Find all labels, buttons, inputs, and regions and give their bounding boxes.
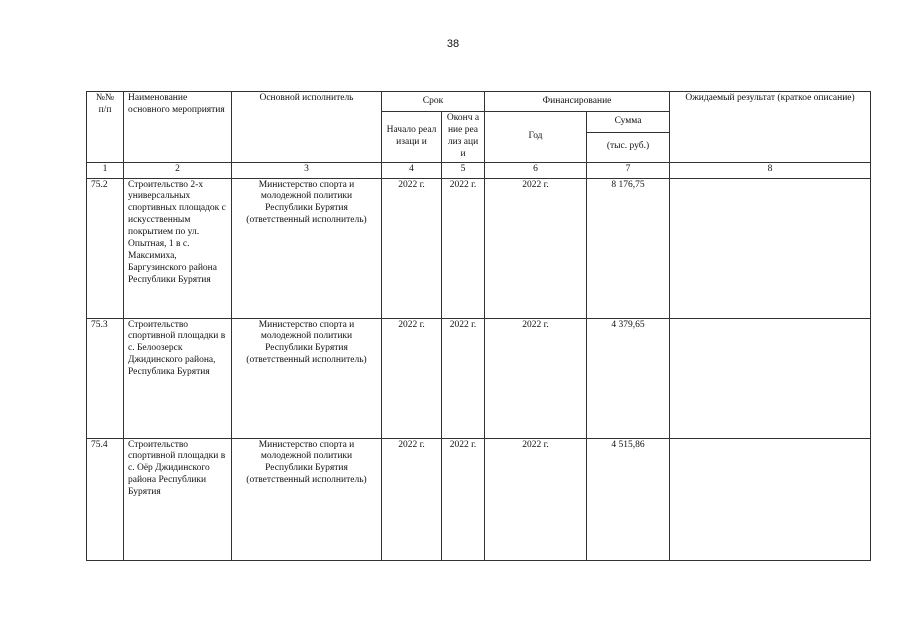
row-start: 2022 г.	[382, 178, 442, 318]
header-executor: Основной исполнитель	[232, 92, 382, 163]
row-year: 2022 г.	[485, 318, 587, 438]
column-number: 1	[87, 162, 124, 178]
row-executor: Министерство спорта и молодежной политики Республики Бурятия (ответственный исполнитель)	[232, 438, 382, 560]
row-name: Строительство спортивной площадки в с. Оёр Джидинского района Республики Бурятия	[124, 438, 232, 560]
row-year: 2022 г.	[485, 438, 587, 560]
row-start: 2022 г.	[382, 438, 442, 560]
row-start: 2022 г.	[382, 318, 442, 438]
row-end: 2022 г.	[442, 438, 485, 560]
row-num: 75.2	[87, 178, 124, 318]
row-year: 2022 г.	[485, 178, 587, 318]
header-name: Наименование основного мероприятия	[124, 92, 232, 163]
row-num: 75.3	[87, 318, 124, 438]
page-number: 38	[446, 38, 460, 50]
row-end: 2022 г.	[442, 318, 485, 438]
column-number: 8	[670, 162, 871, 178]
row-name: Строительство 2-х универсальных спортивных площадок с искусственным покрытием по ул. Опытная, 1 в с. Максимиха, Баргузинского района Республики Бурятия	[124, 178, 232, 318]
header-end: Оконч ание реализ ации	[442, 112, 485, 163]
column-numbers-row	[87, 162, 871, 178]
header-result: Ожидаемый результат (краткое описание)	[670, 92, 871, 163]
row-result	[670, 178, 871, 318]
row-sum: 4 379,65	[587, 318, 670, 438]
row-num: 75.4	[87, 438, 124, 560]
header-term: Срок	[382, 92, 485, 112]
row-result	[670, 438, 871, 560]
header-start: Начало реализаци и	[382, 112, 442, 163]
row-sum: 8 176,75	[587, 178, 670, 318]
header-sum-unit: (тыс. руб.)	[587, 133, 670, 162]
column-number: 2	[124, 162, 232, 178]
column-number: 6	[485, 162, 587, 178]
row-end: 2022 г.	[442, 178, 485, 318]
row-executor: Министерство спорта и молодежной политики Республики Бурятия (ответственный исполнитель)	[232, 318, 382, 438]
table-row	[87, 318, 871, 438]
column-number: 4	[382, 162, 442, 178]
header-num: №№ п/п	[87, 92, 124, 163]
header-financing: Финансирование	[485, 92, 670, 112]
activities-table	[86, 91, 871, 561]
row-result	[670, 318, 871, 438]
row-executor: Министерство спорта и молодежной политики Республики Бурятия (ответственный исполнитель)	[232, 178, 382, 318]
row-sum: 4 515,86	[587, 438, 670, 560]
column-number: 3	[232, 162, 382, 178]
table-row	[87, 178, 871, 318]
column-number: 7	[587, 162, 670, 178]
header-year: Год	[485, 112, 587, 163]
row-name: Строительство спортивной площадки в с. Белоозерск Джидинского района, Республика Бурятия	[124, 318, 232, 438]
table-row	[87, 438, 871, 560]
column-number: 5	[442, 162, 485, 178]
header-sum: Сумма	[587, 112, 670, 133]
